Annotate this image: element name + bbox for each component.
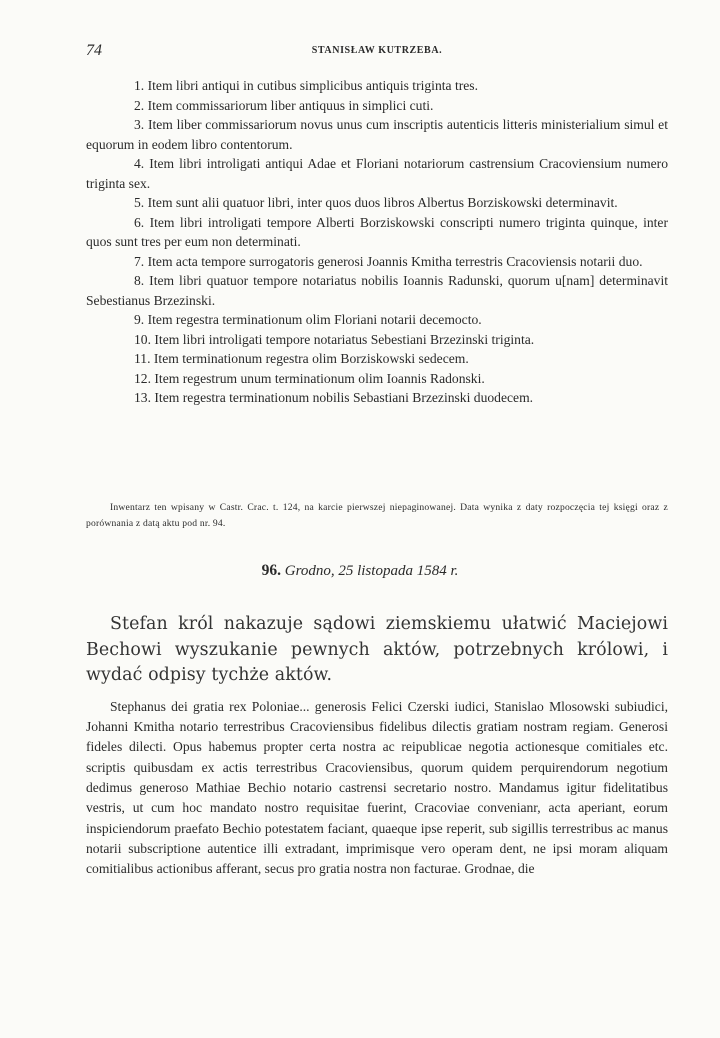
item-text: Item liber commissariorum novus unus cum inscriptis autenticis litteris ministerialium simul et equorum in eodem libro contentorum. — [86, 117, 668, 152]
inventory-list — [86, 76, 668, 408]
inventory-item — [86, 330, 668, 350]
item-text: Item libri antiqui in cutibus simplicibus antiquis triginta tres. — [147, 78, 478, 93]
inventory-item — [86, 96, 668, 116]
inventory-item — [86, 252, 668, 272]
inventory-item — [86, 310, 668, 330]
running-head: STANISŁAW KUTRZEBA. — [311, 45, 443, 56]
item-text: Item libri introligati tempore Alberti Borziskowski conscripti numero triginta quinque, inter quos sunt tres per eum non determinati. — [86, 214, 668, 249]
document-heading — [0, 562, 720, 580]
item-text: Item regestra terminationum olim Floriani notarii decemocto. — [147, 312, 482, 327]
item-text: Item libri introligati tempore notariatus Sebestiani Brzezinski triginta. — [154, 331, 535, 347]
item-text: Item libri introligati antiqui Adae et Floriani notariorum castrensium Cracoviensium numero triginta sex. — [86, 156, 668, 191]
item-text: Item regestrum unum terminationum olim Ioannis Radonski. — [154, 370, 485, 386]
document-latin-text: Stephanus dei gratia rex Poloniae... generosis Felici Czerski iudici, Stanislao Mlosowski subiudici, Johanni Kmitha notario terrestribus Cracoviensibus fidelibus dilectis gratiam nostram regiam. Generosi fideles dilecti. Opus habemus propter certa nostra ac reipublicae negotia actionesque comitiales etc. scriptis quibusdam ex actis terrestribus Cracoviensibus, quorum quidem perquirendorum negotium dedimus generoso Mathiae Bechio notario castrensi secretario nostro. Mandamus igitur fidelitatibus vestris, ut cum hoc mandato nostro requisitae fuerint, Cracoviae convenianr, acta aperiant, eorum inspiciendorum praefato Bechio potestatem faciant, quaeque ipse reperit, sub sigillis terrestribus ac manus notarii subscriptione autentice illi extradant, imprimisque vero operam dent, ne ipsi moram aliquam comitialibus actionibus afferant, secus pro gratia nostra non facturae. Grodnae, die — [86, 698, 668, 877]
inventory-item — [86, 369, 668, 389]
page-header — [86, 42, 668, 62]
item-number: 3. — [134, 117, 145, 132]
inventory-item — [86, 213, 668, 252]
document-regest: Stefan król nakazuje sądowi ziemskiemu ułatwić Maciejowi Bechowi wyszukanie pewnych aktów, potrzebnych królowi, i wydać odpisy tychże aktów. — [86, 614, 668, 686]
item-text: Item regestra terminationum nobilis Sebastiani Brzezinski duodecem. — [154, 390, 534, 405]
document-place-date: Grodno, 25 listopada 1584 r. — [284, 563, 459, 579]
item-text: Item sunt alii quatuor libri, inter quos duos libros Albertus Borziskowski determinavit. — [147, 195, 618, 210]
item-number: 11. — [134, 351, 151, 366]
inventory-item — [86, 271, 668, 310]
inventory-item — [86, 193, 668, 213]
item-number: 7. — [134, 253, 145, 269]
item-number: 8. — [134, 273, 145, 288]
item-number: 5. — [134, 195, 145, 210]
inventory-item — [86, 76, 668, 96]
source-note: Inwentarz ten wpisany w Castr. Crac. t. 124, na karcie pierwszej niepaginowanej. Data wynika z daty rozpoczęcia tej księgi oraz z porównania z datą aktu pod nr. 94. — [86, 501, 668, 529]
item-number: 1. — [134, 78, 145, 93]
item-number: 4. — [134, 156, 145, 171]
inventory-item — [86, 115, 668, 154]
item-text: Item acta tempore surrogatoris generosi Joannis Kmitha terrestris Cracoviensis notarii duo. — [147, 253, 643, 269]
item-number: 12. — [134, 370, 151, 386]
item-number: 13. — [134, 390, 151, 405]
item-number: 10. — [134, 331, 151, 347]
document-number: 96. — [261, 562, 281, 579]
item-number: 2. — [134, 97, 145, 113]
item-number: 6. — [134, 214, 145, 230]
inventory-item — [86, 388, 668, 408]
inventory-item — [86, 154, 668, 193]
page-number: 74 — [86, 42, 102, 59]
item-text: Item terminationum regestra olim Borziskowski sedecem. — [153, 351, 469, 366]
inventory-item — [86, 349, 668, 369]
item-number: 9. — [134, 312, 145, 327]
item-text: Item libri quatuor tempore notariatus nobilis Ioannis Radunski, quorum u[nam] determinavit Sebestianus Brzezinski. — [86, 273, 668, 308]
item-text: Item commissariorum liber antiquus in simplici cuti. — [147, 97, 434, 113]
